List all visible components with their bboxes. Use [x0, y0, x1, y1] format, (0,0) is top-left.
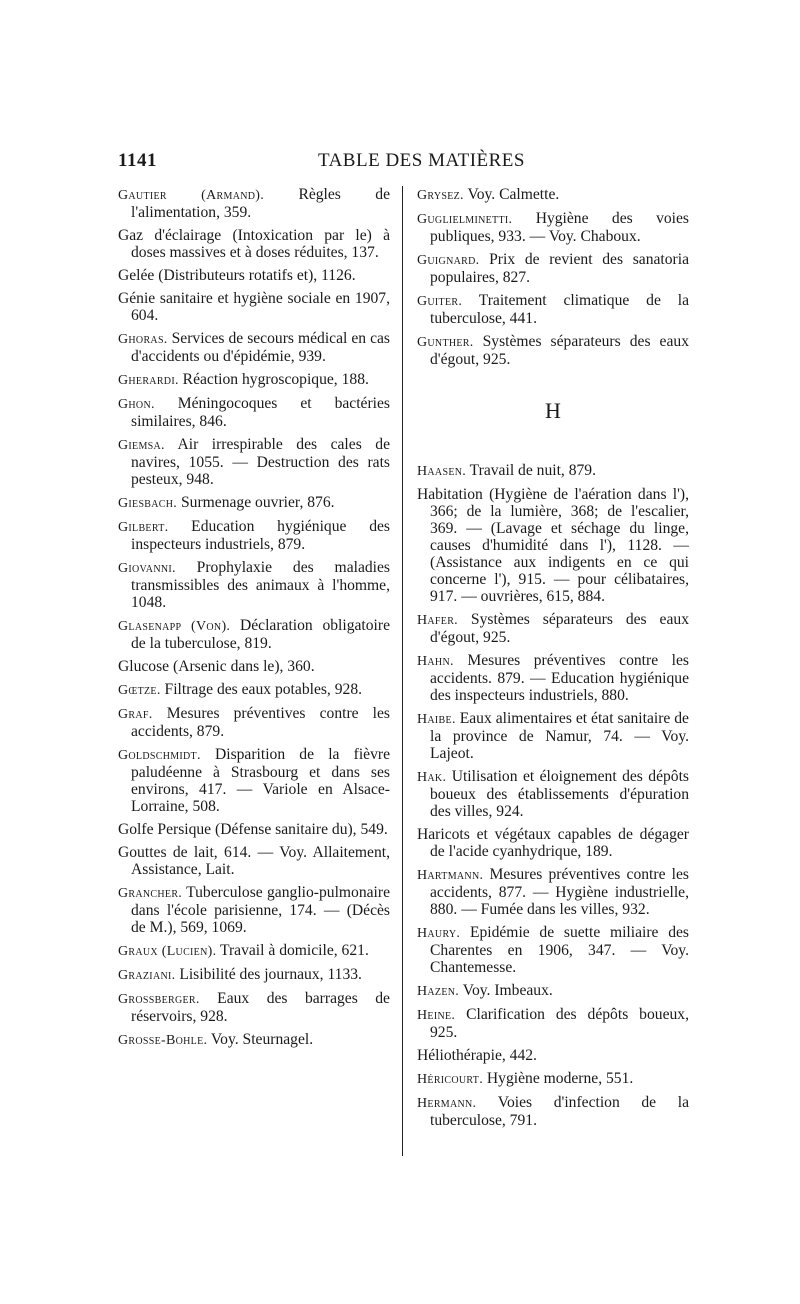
index-entry	[417, 611, 689, 646]
index-entry	[118, 267, 390, 284]
entry-name: Grancher.	[118, 886, 183, 901]
entry-name: Grysez.	[417, 188, 464, 203]
entry-text: Gouttes de lait, 614. — Voy. Allaitement, Assistance, Lait.	[118, 844, 390, 878]
entry-text: Mesures préventives contre les accidents, 879.	[131, 705, 390, 740]
index-entry	[417, 1070, 689, 1088]
entry-text: Traitement climatique de la tuberculose, 441.	[430, 292, 689, 327]
index-entry	[118, 966, 390, 984]
index-entry	[118, 746, 390, 815]
entry-text: Utilisation et éloignement des dépôts boueux des établissements d'épuration des villes, 924.	[430, 768, 690, 820]
entry-name: Graziani.	[118, 968, 176, 983]
entry-text: Glucose (Arsenic dans le), 360.	[118, 658, 315, 675]
entry-text: Génie sanitaire et hygiène sociale en 1907, 604.	[118, 290, 390, 324]
entry-text: Systèmes séparateurs des eaux d'égout, 925.	[430, 333, 689, 368]
entry-text: Règles de l'alimentation, 359.	[131, 186, 390, 221]
index-entry	[118, 227, 390, 261]
index-entry	[417, 826, 689, 860]
entry-text: Disparition de la fièvre paludéenne à Strasbourg et dans ses environs, 417. — Variole en Alsace-Lorraine, 508.	[131, 746, 390, 815]
index-entry	[118, 518, 390, 553]
entry-name: Hermann.	[417, 1096, 477, 1111]
entry-text: Clarification des dépôts boueux, 925.	[430, 1006, 689, 1041]
entry-text: Filtrage des eaux potables, 928.	[164, 681, 363, 698]
entry-name: Graux (Lucien).	[118, 944, 217, 959]
right-column-g-entries	[417, 186, 689, 368]
entry-text: Systèmes séparateurs des eaux d'égout, 925.	[430, 611, 689, 646]
index-entry	[417, 210, 689, 245]
running-head: TABLE DES MATIÈRES	[318, 150, 525, 171]
entry-text: Haricots et végétaux capables de dégager de l'acide cyanhydrique, 189.	[417, 826, 689, 860]
entry-text: Eaux des barrages de réservoirs, 928.	[131, 990, 390, 1025]
index-entry	[417, 462, 689, 480]
index-entry	[118, 617, 390, 652]
index-entry	[417, 333, 689, 368]
index-entry	[118, 844, 390, 878]
entry-text: Voy. Imbeaux.	[462, 982, 553, 999]
index-entry	[417, 251, 689, 286]
index-entry	[118, 884, 390, 936]
entry-name: Giesbach.	[118, 496, 178, 511]
entry-name: Grosse-Bohle.	[118, 1033, 208, 1048]
index-entry	[118, 371, 390, 389]
entry-name: Graf.	[118, 707, 153, 722]
index-entry	[118, 942, 390, 960]
index-entry	[118, 436, 390, 488]
entry-name: Gunther.	[417, 335, 474, 350]
entry-text: Prix de revient des sanatoria populaires, 827.	[430, 251, 689, 286]
entry-text: Travail de nuit, 879.	[469, 462, 597, 479]
entry-text: Hygiène moderne, 551.	[486, 1070, 634, 1087]
entry-name: Hak.	[417, 770, 447, 785]
entry-name: Gilbert.	[118, 520, 169, 535]
index-entry	[417, 866, 689, 918]
index-entry	[417, 292, 689, 327]
entry-name: Guglielminetti.	[417, 212, 513, 227]
index-entry	[417, 186, 689, 204]
entry-name: Hazen.	[417, 984, 460, 999]
entry-name: Gautier (Armand).	[118, 188, 265, 203]
entry-text: Hygiène des voies publiques, 933. — Voy. Chaboux.	[430, 210, 689, 245]
index-entry	[417, 1047, 689, 1064]
index-entry	[118, 290, 390, 324]
entry-name: Guignard.	[417, 253, 480, 268]
entry-name: Ghon.	[118, 397, 155, 412]
entry-name: Goldschmidt.	[118, 748, 201, 763]
entry-text: Héliothérapie, 442.	[417, 1047, 537, 1064]
index-entry	[118, 681, 390, 699]
right-column	[417, 186, 689, 1135]
section-letter: H	[545, 398, 561, 423]
index-entry	[417, 652, 689, 704]
index-entry	[118, 821, 390, 838]
entry-name: Hahn.	[417, 654, 454, 669]
entry-text: Education hygiénique des inspecteurs industriels, 879.	[131, 518, 390, 553]
entry-text: Travail à domicile, 621.	[220, 942, 369, 959]
entry-text: Services de secours médical en cas d'accidents ou d'épidémie, 939.	[131, 330, 390, 365]
entry-text: Mesures préventives contre les accidents, 877. — Hygiène industrielle, 880. — Fumée dans les villes, 932.	[430, 866, 689, 918]
entry-name: Haasen.	[417, 464, 467, 479]
index-entry	[417, 486, 689, 605]
index-entry	[417, 768, 689, 820]
index-entry	[118, 559, 390, 611]
entry-name: Gœtze.	[118, 683, 161, 698]
entry-text: Gaz d'éclairage (Intoxication par le) à doses massives et à doses réduites, 137.	[118, 227, 390, 261]
entry-text: Habitation (Hygiène de l'aération dans l'), 366; de la lumière, 368; de l'escalier, 369. — (Lavage et séchage du linge, causes d'humidité dans l'), 1128. — (Assistance aux indigents en ce qui concerne l'), 915. — pour célibataires, 917. — ouvrières, 615, 884.	[417, 486, 689, 605]
index-entry	[118, 705, 390, 740]
column-divider	[402, 186, 403, 1156]
entry-text: Eaux alimentaires et état sanitaire de la province de Namur, 74. — Voy. Lajeot.	[430, 710, 689, 762]
entry-name: Giemsa.	[118, 438, 165, 453]
entry-name: Hafer.	[417, 613, 458, 628]
entry-name: Haibe.	[417, 712, 456, 727]
entry-text: Méningocoques et bactéries similaires, 846.	[131, 395, 390, 430]
entry-text: Réaction hygroscopique, 188.	[182, 371, 369, 388]
entry-text: Prophylaxie des maladies transmissibles des animaux à l'homme, 1048.	[131, 559, 390, 611]
entry-text: Gelée (Distributeurs rotatifs et), 1126.	[118, 267, 356, 284]
index-entry	[118, 990, 390, 1025]
index-entry	[417, 1006, 689, 1041]
index-entry	[118, 1031, 390, 1049]
page-number: 1141	[118, 150, 157, 171]
index-entry	[118, 186, 390, 221]
index-entry	[118, 658, 390, 675]
entry-text: Voy. Steurnagel.	[210, 1031, 314, 1048]
entry-text: Mesures préventives contre les accidents. 879. — Education hygiénique des inspecteurs industriels, 880.	[430, 652, 689, 704]
entry-text: Voies d'infection de la tuberculose, 791.	[430, 1094, 689, 1129]
entry-name: Glasenapp (Von).	[118, 619, 231, 634]
entry-text: Air irrespirable des cales de navires, 1055. — Destruction des rats pesteux, 948.	[131, 436, 390, 488]
index-entry	[417, 982, 689, 1000]
entry-text: Lisibilité des journaux, 1133.	[179, 966, 362, 983]
entry-name: Guiter.	[417, 294, 463, 309]
index-entry	[118, 395, 390, 430]
entry-text: Surmenage ouvrier, 876.	[181, 494, 335, 511]
index-entry	[417, 710, 689, 762]
entry-name: Haury.	[417, 926, 461, 941]
left-column	[118, 186, 390, 1055]
right-column-h-entries	[417, 462, 689, 1129]
entry-name: Gherardi.	[118, 373, 179, 388]
entry-name: Heine.	[417, 1008, 456, 1023]
entry-name: Giovanni.	[118, 561, 176, 576]
index-entry	[118, 330, 390, 365]
index-entry	[118, 494, 390, 512]
entry-name: Grossberger.	[118, 992, 200, 1007]
entry-text: Epidémie de suette miliaire des Charentes en 1906, 347. — Voy. Chantemesse.	[430, 924, 689, 976]
entry-text: Tuberculose ganglio-pulmonaire dans l'école parisienne, 174. — (Décès de M.), 569, 1069.	[131, 884, 390, 936]
entry-name: Ghoras.	[118, 332, 168, 347]
index-entry	[417, 1094, 689, 1129]
entry-text: Golfe Persique (Défense sanitaire du), 549.	[118, 821, 388, 838]
entry-text: Déclaration obligatoire de la tuberculose, 819.	[131, 617, 390, 652]
index-entry	[417, 924, 689, 976]
entry-name: Héricourt.	[417, 1072, 484, 1087]
page-header	[118, 150, 680, 178]
entry-text: Voy. Calmette.	[467, 186, 560, 203]
entry-name: Hartmann.	[417, 868, 484, 883]
